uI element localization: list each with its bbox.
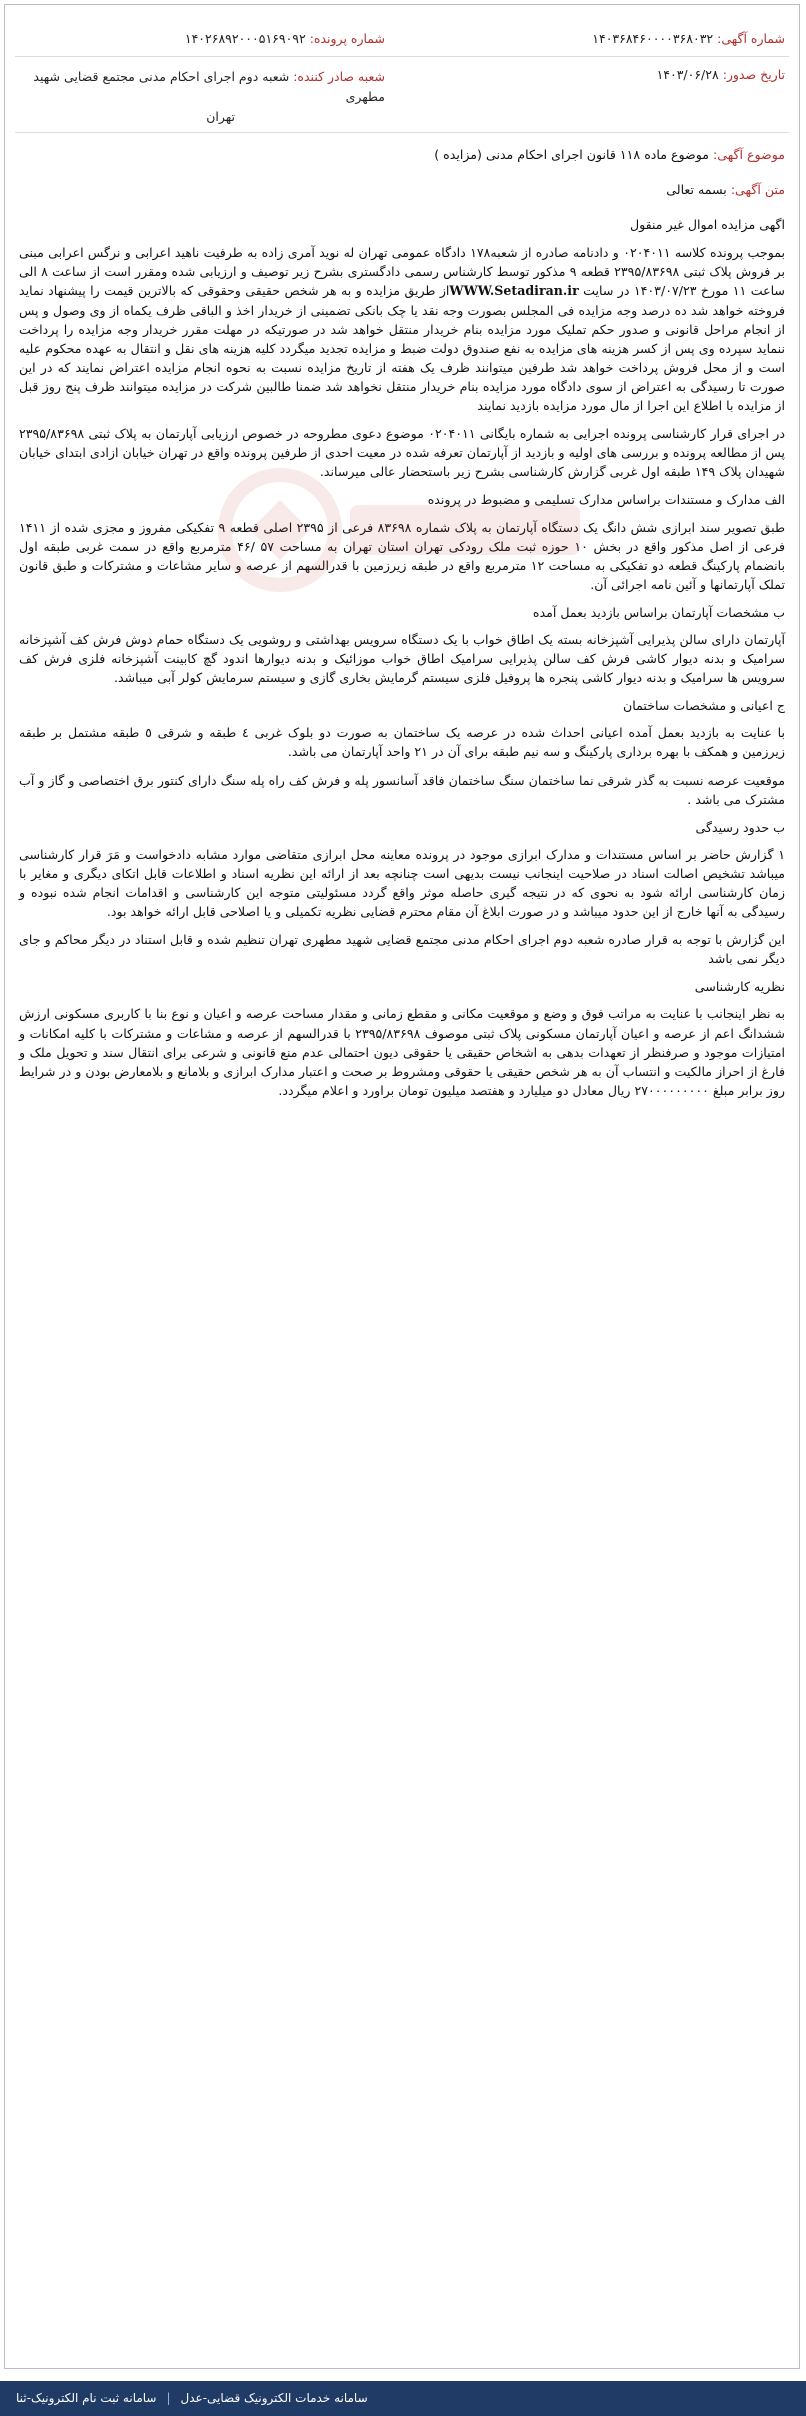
issuer-label: شعبه صادر کننده:	[293, 69, 385, 84]
paragraph-building-1: با عنایت به بازدید بعمل آمده اعیانی احداث شده در عرصه یک ساختمان به صورت دو بلوک غربی ٤ طبقه و شرقی ٥ طبقه مشتمل بر طبقه زیرزمین و همکف با بهره برداری پارکینگ و سه نیم طبقه برای آن در ۲۱ واحد آپارتمان می باشد.	[19, 725, 785, 760]
case-number-field	[185, 31, 385, 46]
divider	[15, 132, 789, 133]
issuer-field	[25, 67, 385, 127]
footer-separator: |	[166, 2391, 171, 2405]
heading-documents: الف مدارک و مستندات براساس مدارک تسلیمی و مضبوط در پرونده	[427, 492, 785, 508]
notice-document	[4, 4, 800, 2369]
subject-label: موضوع آگهی:	[712, 147, 785, 162]
setadiran-site: WWW.Setadiran.ir	[449, 283, 579, 299]
subject-value: موضوع ماده ۱۱۸ قانون اجرای احکام مدنی (مزایده )	[434, 147, 709, 162]
issue-date-field	[657, 67, 785, 82]
subject-line	[19, 145, 785, 164]
heading-building-specs: ج اعیانی و مشخصات ساختمان	[623, 698, 785, 714]
footer-link-adl[interactable]: سامانه خدمات الکترونیک قضایی-عدل	[180, 2391, 368, 2405]
footer-link-sana[interactable]: سامانه ثبت نام الکترونیک-ثنا	[16, 2391, 157, 2405]
ad-number-label: شماره آگهی:	[717, 31, 785, 46]
paragraph-scope: ۱ گزارش حاضر بر اساس مستندات و مدارک ابرازی موجود در پرونده معاینه محل ابرازی متقاضی موارد مشابه دادخواست و مَرَ قرار کارشناسی میباشد تشخیص اصالت اسناد در صلاحیت اینجانب نیست بدیهی است چنانچه بعد از ارائه این نظریه اسناد و اطلاعات قابل اتکای دیگری و مغایر با زمان کارشناسی ارائه شود به نحوی که در نتیجه گیری حاصله موثر واقع گردد مسئولیتی متوجه این کارشناسی و اقدامات انجام شده نبوده و رسیدگی به آنها خارج از این حدود میباشد و در صورت ابلاغ آن مقام محترم قضایی نظریه تکمیلی و یا اصلاحی قابل ارائه خواهد بود.	[19, 846, 785, 920]
heading-scope: ب حدود رسیدگی	[695, 819, 785, 835]
text-line	[19, 180, 785, 199]
ad-number-field	[592, 31, 785, 46]
paragraph-building-2: موقعیت عرصه نسبت به گذر شرقی نما ساختمان سنگ ساختمان فاقد آسانسور پله و فرش کف راه پله سنگ دارای کنتور برق اختصاصی و گاز و آب مشترک می باشد .	[19, 772, 785, 807]
paragraph-auction-terms	[19, 243, 785, 415]
paragraph-expert-intro: در اجرای قرار کارشناسی پرونده اجرایی به شماره بایگانی ۰۲۰۴۰۱۱ موضوع دعوی مطروحه در خصوص ارزیابی آپارتمان به پلاک ثبتی ۲۳۹۵/۸۳۶۹۸ پس از مطالعه پرونده و بررسی های اولیه و بازدید از آپارتمان تعرفه شده در معیت احدی از طرفین پرونده واقع در تهران خیابان ازادی ابتدای خیابان شهیدان پلاک ۱۴۹ طبقه اول غربی گزارش کارشناسی بشرح زیر باستحضار عالی میرساند.	[19, 426, 785, 480]
heading-expert-opinion: نظریه کارشناسی	[694, 979, 785, 995]
notice-title: اگهی مزایده اموال غیر منقول	[629, 217, 785, 233]
issuer-value-line2: تهران	[206, 109, 235, 124]
divider	[15, 56, 789, 57]
paragraph-expert-opinion: به نظر اینجانب با عنایت به مراتب فوق و وضع و موقعیت مکانی و مقطع زمانی و مقدار مساحت عرصه و اعیان و نوع بنا با کاربری مسکونی ارزش ششدانگ اعم از عرصه و اعیان آپارتمان مسکونی پلاک ثبتی موصوف ۲۳۹۵/۸۳۶۹۸ با قدرالسهم از عرصه و مشاعات و مشترکات با کلیه امکانات و امتیازات موجود و صرفنظر از تعهدات بدهی به اشخاص حقیقی یا حقوقی دیون احتمالی عدم منع قانونی و شرعی برای انتقال سند و تحویل ملک و فارغ از احراز مالکیت و انتساب آن به هر شخص حقیقی یا حقوقی ومشروط بر صحت و اعتبار مدارک ابرازی و بلامانع و بلامعارض بودن و در شرایط روز برابر مبلغ ۲۷۰۰۰۰۰۰۰۰۰ ریال معادل دو میلیارد و هفتصد میلیون تومان براورد و اعلام میگردد.	[19, 1006, 785, 1098]
paragraph-documents: طبق تصویر سند ابرازی شش دانگ یک دستگاه آپارتمان به پلاک شماره ۸۳۶۹۸ فرعی از ۲۳۹۵ اصلی قطعه ۹ تفکیکی مفروز و مجزی شده از ۱۴۱۱ فرعی از اصل مذکور واقع در بخش ۱۰ حوزه ثبت ملک رودکی تهران استان تهران به مساحت ۵۷ /۴۶ مترمربع واقع در سمت غربی طبقه اول بانضمام پارکینگ قطعه دو تفکیکی به مساحت ۱۲ مترمربع واقع در طبقه زیرزمین با قدرالسهم از عرصه و سایر مشاعات و مشترکات و طبق قانون تملک آپارتمانها و آئین نامه اجرائی آن.	[19, 519, 786, 592]
case-number-label: شماره پرونده:	[309, 31, 385, 46]
auction-terms-part1: بموجب پرونده کلاسه ۰۲۰۴۰۱۱ و دادنامه صادره از شعبه۱۷۸ دادگاه عمومی تهران له نوید آمری زاده به طرفیت ناهید اعرابی و نرگس اعرابی مبنی بر فروش پلاک ثبتی ۲۳۹۵/۸۳۶۹۸ قطعه ۹ مذکور توسط کارشناس رسمی دادگستری بشرح زیر توصیف و ارزیابی شده ومقرر است از ساعت ۸ الی ساعت ۱۱ مورخ ۱۴۰۳/۰۷/۲۳ در سایت	[19, 245, 785, 299]
issuer-value-line1: شعبه دوم اجرای احکام مدنی مجتمع قضایی شهید مطهری	[33, 69, 385, 104]
auction-terms-part2: از طریق مزایده و به هر شخص حقیقی وحقوقی که بالاترین قیمت را پیشنهاد نماید فروخته خواهد شد ده درصد وجه مزایده فی المجلس بصورت وجه نقد یا چک بانکی تضمینی از خریدار اخذ و الباقی ظرف یکماه از وی وصول و پس از انجام مراحل قانونی و صدور حکم تملیک مورد مزایده بنام خریدار منتقل خواهد شد در صورتیکه در مهلت مقرر خریدار وجه مزایده را پرداخت ننماید سپرده وی پس از کسر هزینه های مزایده به نفع صندوق دولت ضبط و مزایده تجدید میگردد کلیه هزینه های نقل و انتقال به عهده محکوم علیه است و از محل فروش پرداخت خواهد شد طرفین میتوانند ظرف یک هفته از تاریخ مزایده نسبت به نحوه انجام مزایده اعتراض نمایند که در این صورت تا رسیدگی به اعتراض از سوی دادگاه مورد مزایده بنام خریدار منتقل نخواهد شد ضمنا طالبین شرکت در مزایده میتوانند ظرف پنج روز قبل از مزایده با اطلاع این اجرا از مال مورد مزایده بازدید نمایند	[19, 283, 785, 414]
paragraph-apartment-specs: آپارتمان دارای سالن پذیرایی آشپزخانه بسته یک اطاق خواب با یک دستگاه سرویس بهداشتی و روشویی یک دستگاه حمام دوش فرش کف آشپزخانه سرامیک و بدنه دیوار کاشی فرش کف سالن پذیرایی سرامیک اطاق خواب موزائیک و بدنه دیوارها اندود گچ کابینت آشپزخانه فلزی فرش کف سرویس ها سرامیک و بدنه دیوار کاشی پنجره ها پروفیل فلزی سیستم گرمایش بخاری گازی و سیستم سرمایش کولر آبی میباشد.	[19, 631, 785, 686]
footer-bar	[0, 2381, 806, 2416]
ad-number-value: ۱۴۰۳۶۸۴۶۰۰۰۰۳۶۸۰۳۲	[592, 31, 714, 46]
issue-date-label: تاریخ صدور:	[722, 67, 785, 82]
case-number-value: ۱۴۰۲۶۸۹۲۰۰۰۵۱۶۹۰۹۲	[184, 31, 306, 46]
text-value: بسمه تعالی	[666, 182, 727, 198]
heading-apartment-specs: ب مشخصات آپارتمان براساس بازدید بعمل آمده	[532, 604, 785, 620]
issue-date-value: ۱۴۰۳/۰۶/۲۸	[656, 67, 719, 82]
paragraph-report-note: این گزارش با توجه به قرار صادره شعبه دوم اجرای احکام مدنی مجتمع قضایی شهید مطهری تهران تنظیم شده و قابل استناد در دیگر محاکم و جای دیگر نمی باشد	[19, 932, 785, 967]
notice-body	[19, 145, 785, 2358]
text-label: متن آگهی:	[730, 182, 785, 198]
